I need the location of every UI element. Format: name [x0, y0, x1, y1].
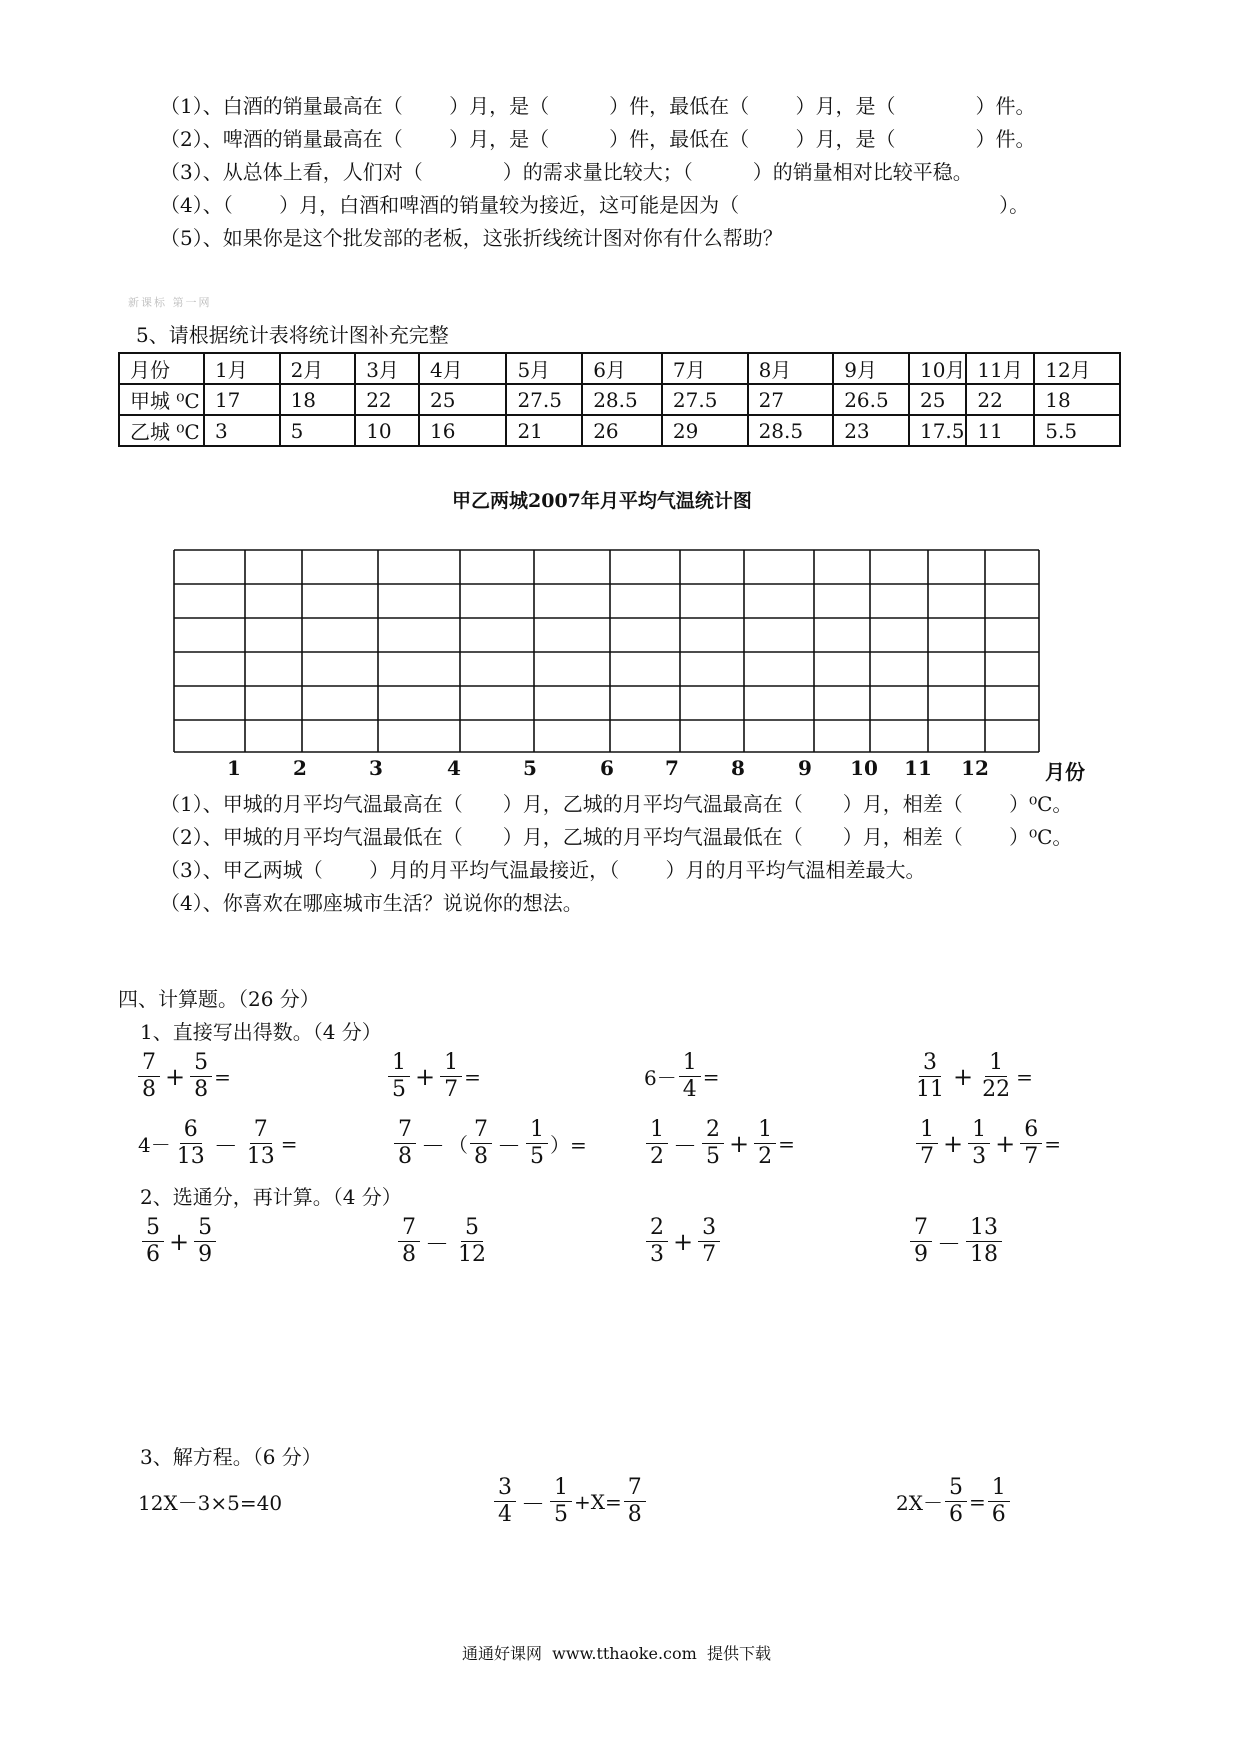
q5-question-4: （4）、你喜欢在哪座城市生活？说说你的想法。 — [160, 891, 583, 915]
calc-5: 4－ $\frac{6}{13}$ － $\frac{7}{13}$ = — [138, 1117, 298, 1169]
table-cell: 2月 — [280, 353, 356, 384]
equation-1: 12X－3×5=40 — [138, 1491, 283, 1515]
x-axis-unit: 月份 — [1045, 760, 1085, 784]
table-cell: 25 — [909, 384, 966, 415]
q5-title: 5、请根据统计表将统计图补充完整 — [136, 323, 449, 347]
fraction: $\frac{1}{4}$ — [679, 1050, 701, 1103]
fraction: $\frac{2}{3}$ — [646, 1215, 668, 1268]
table-cell: 17.5 — [909, 415, 966, 446]
table-cell: 甲城 ⁰C — [119, 384, 204, 415]
fraction: $\frac{1}{6}$ — [988, 1475, 1010, 1528]
fraction: $\frac{5}{9}$ — [194, 1215, 216, 1268]
chart-grid — [174, 550, 1039, 752]
section4-title: 四、计算题。（26 分） — [118, 987, 320, 1011]
x-tick-label: 5 — [523, 756, 537, 780]
x-tick-label: 3 — [369, 756, 383, 780]
fraction: $\frac{1}{3}$ — [968, 1117, 990, 1170]
fraction: $\frac{6}{13}$ — [176, 1117, 205, 1169]
x-tick-label: 2 — [293, 756, 307, 780]
table-cell: 10 — [355, 415, 419, 446]
table-cell: 乙城 ⁰C — [119, 415, 204, 446]
fraction: $\frac{3}{7}$ — [698, 1215, 720, 1268]
table-cell: 11 — [966, 415, 1034, 446]
table-cell: 21 — [506, 415, 582, 446]
q4-item-2: （2）、啤酒的销量最高在（ ）月，是（ ）件，最低在（ ）月，是（ ）件。 — [160, 127, 1036, 151]
x-tick-label: 8 — [731, 756, 745, 780]
table-cell: 26.5 — [833, 384, 909, 415]
fraction: $\frac{1}{22}$ — [982, 1050, 1011, 1102]
table-cell: 22 — [966, 384, 1034, 415]
fraction: $\frac{7}{8}$ — [470, 1117, 492, 1170]
fraction: $\frac{1}{7}$ — [440, 1050, 462, 1103]
table-cell: 27 — [748, 384, 834, 415]
table-cell: 27.5 — [506, 384, 582, 415]
equation-3: 2X－ $\frac{5}{6}$ = $\frac{1}{6}$ — [896, 1475, 1012, 1528]
x-tick-label: 6 — [600, 756, 614, 780]
table-cell: 7月 — [662, 353, 748, 384]
fraction: $\frac{6}{7}$ — [1020, 1117, 1042, 1170]
table-cell: 3月 — [355, 353, 419, 384]
fraction: $\frac{7}{8}$ — [138, 1050, 160, 1103]
calc-9: $\frac{5}{6}$ + $\frac{5}{9}$ — [140, 1215, 218, 1268]
fraction: $\frac{5}{12}$ — [458, 1215, 486, 1267]
x-tick-label: 1 — [227, 756, 241, 780]
fraction: $\frac{3}{11}$ — [916, 1050, 944, 1102]
fraction: $\frac{5}{6}$ — [142, 1215, 164, 1268]
x-tick-label: 11 — [904, 756, 932, 780]
table-cell: 9月 — [833, 353, 909, 384]
table-cell: 6月 — [582, 353, 662, 384]
x-tick-label: 4 — [447, 756, 461, 780]
x-tick-label: 9 — [798, 756, 812, 780]
fraction: $\frac{7}{8}$ — [624, 1475, 646, 1528]
q5-question-2: （2）、甲城的月平均气温最低在（ ）月，乙城的月平均气温最低在（ ）月，相差（ ）⁰C。 — [160, 825, 1073, 849]
table-cell: 18 — [1034, 384, 1120, 415]
table-cell: 25 — [419, 384, 506, 415]
fraction: $\frac{7}{8}$ — [398, 1215, 420, 1268]
table-cell: 月份 — [119, 353, 204, 384]
table-cell: 12月 — [1034, 353, 1120, 384]
table-cell: 11月 — [966, 353, 1034, 384]
table-cell: 10月 — [909, 353, 966, 384]
calc-11: $\frac{2}{3}$ + $\frac{3}{7}$ — [644, 1215, 722, 1268]
fraction: $\frac{1}{2}$ — [754, 1117, 776, 1170]
calc-12: $\frac{7}{9}$ － $\frac{13}{18}$ — [908, 1215, 1004, 1268]
table-cell: 3 — [204, 415, 280, 446]
fraction: $\frac{1}{5}$ — [388, 1050, 410, 1103]
fraction: $\frac{1}{5}$ — [526, 1117, 548, 1170]
calc-2: $\frac{1}{5}$ + $\frac{1}{7}$ = — [386, 1050, 481, 1103]
fraction: $\frac{7}{9}$ — [910, 1215, 932, 1268]
calc-6: $\frac{7}{8}$ － （ $\frac{7}{8}$ － $\frac{1}{5}$ ）= — [392, 1117, 587, 1170]
q4-item-1: （1）、白酒的销量最高在（ ）月，是（ ）件，最低在（ ）月，是（ ）件。 — [160, 94, 1036, 118]
fraction: $\frac{5}{8}$ — [190, 1050, 212, 1103]
table-cell: 4月 — [419, 353, 506, 384]
fraction: $\frac{1}{2}$ — [646, 1117, 668, 1170]
watermark: 新课标 第一网 — [128, 296, 212, 309]
table-cell: 23 — [833, 415, 909, 446]
x-tick-label: 10 — [850, 756, 878, 780]
table-cell: 16 — [419, 415, 506, 446]
fraction: $\frac{1}{5}$ — [550, 1475, 572, 1528]
fraction: $\frac{3}{4}$ — [494, 1475, 516, 1528]
q5-question-3: （3）、甲乙两城（ ）月的月平均气温最接近，（ ）月的月平均气温相差最大。 — [160, 858, 926, 882]
calc-1: $\frac{7}{8}$ + $\frac{5}{8}$ = — [136, 1050, 231, 1103]
chart-title: 甲乙两城2007年月平均气温统计图 — [452, 490, 752, 512]
equation-2: $\frac{3}{4}$ － $\frac{1}{5}$ +X= $\frac{7}{8}$ — [492, 1475, 648, 1528]
fraction: $\frac{7}{8}$ — [394, 1117, 416, 1170]
table-cell: 5月 — [506, 353, 582, 384]
q4-item-5: （5）、如果你是这个批发部的老板，这张折线统计图对你有什么帮助？ — [160, 226, 783, 250]
fraction: $\frac{2}{5}$ — [702, 1117, 724, 1170]
fraction: $\frac{5}{6}$ — [945, 1475, 967, 1528]
empty-line-chart-grid — [0, 0, 1240, 800]
q4-item-4: （4）、（ ）月，白酒和啤酒的销量较为接近，这可能是因为（ ）。 — [160, 193, 1030, 217]
table-cell: 26 — [582, 415, 662, 446]
table-cell: 27.5 — [662, 384, 748, 415]
calc-7: $\frac{1}{2}$ － $\frac{2}{5}$ + $\frac{1}{2}$ = — [644, 1117, 795, 1170]
table-cell: 5 — [280, 415, 356, 446]
table-cell: 1月 — [204, 353, 280, 384]
table-cell: 5.5 — [1034, 415, 1120, 446]
table-cell: 28.5 — [748, 415, 834, 446]
table-cell: 28.5 — [582, 384, 662, 415]
fraction: $\frac{1}{7}$ — [916, 1117, 938, 1170]
section4-sub1: 1、直接写出得数。（4 分） — [140, 1020, 382, 1044]
table-cell: 17 — [204, 384, 280, 415]
calc-3: 6－ $\frac{1}{4}$ = — [644, 1050, 720, 1102]
x-tick-label: 12 — [961, 756, 989, 780]
section4-sub3: 3、解方程。（6 分） — [140, 1445, 322, 1469]
fraction: $\frac{13}{18}$ — [966, 1215, 1002, 1268]
footer: 通通好课网 www.tthaoke.com 提供下载 — [462, 1644, 771, 1663]
table-cell: 29 — [662, 415, 748, 446]
table-cell: 22 — [355, 384, 419, 415]
fraction: $\frac{7}{13}$ — [246, 1117, 275, 1169]
calc-8: $\frac{1}{7}$ + $\frac{1}{3}$ + $\frac{6}{7}$ = — [914, 1117, 1061, 1170]
calc-4: $\frac{3}{11}$ + $\frac{1}{22}$ = — [910, 1050, 1033, 1103]
table-cell: 18 — [280, 384, 356, 415]
calc-10: $\frac{7}{8}$ － $\frac{5}{12}$ — [396, 1215, 492, 1268]
x-tick-label: 7 — [665, 756, 679, 780]
q5-question-1: （1）、甲城的月平均气温最高在（ ）月，乙城的月平均气温最高在（ ）月，相差（ ）⁰C。 — [160, 792, 1073, 816]
section4-sub2: 2、选通分，再计算。（4 分） — [140, 1185, 402, 1209]
table-cell: 8月 — [748, 353, 834, 384]
q4-item-3: （3）、从总体上看，人们对（ ）的需求量比较大；（ ）的销量相对比较平稳。 — [160, 160, 973, 184]
